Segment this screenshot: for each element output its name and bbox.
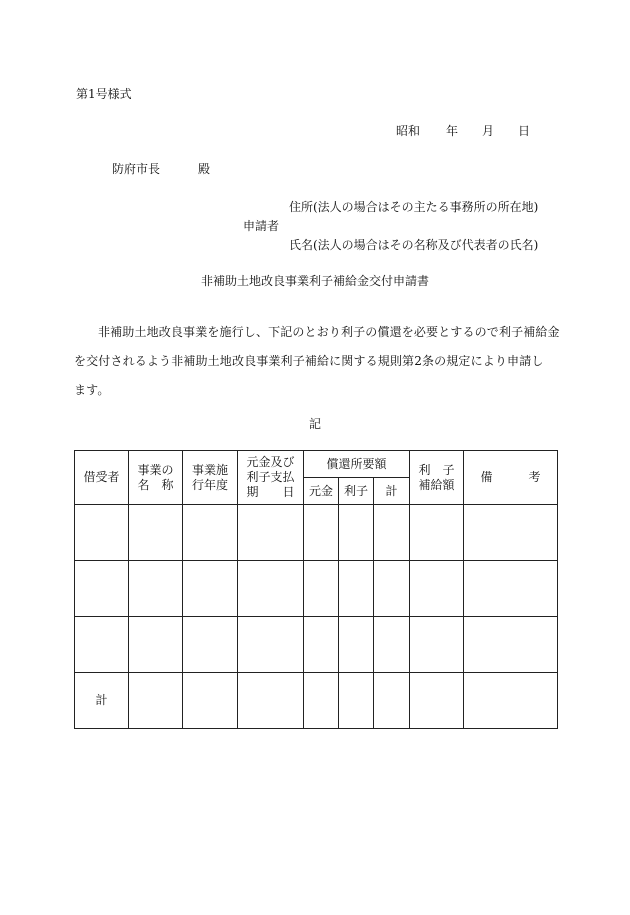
table-row bbox=[75, 617, 558, 673]
cell-remarks[interactable] bbox=[464, 561, 558, 617]
table-row bbox=[75, 561, 558, 617]
header-remarks: 備 考 bbox=[464, 451, 558, 505]
cell-project-name[interactable] bbox=[129, 617, 183, 673]
cell-project-name[interactable] bbox=[129, 505, 183, 561]
addressee-name: 防府市長 bbox=[112, 162, 161, 176]
document-title: 非補助土地改良事業利子補給金交付申請書 bbox=[200, 274, 429, 288]
total-principal[interactable] bbox=[304, 673, 339, 729]
cell-subsidy[interactable] bbox=[410, 505, 464, 561]
total-interest[interactable] bbox=[339, 673, 374, 729]
cell-borrower[interactable] bbox=[75, 617, 129, 673]
header-sum: 計 bbox=[374, 478, 410, 505]
header-row-1 bbox=[75, 451, 558, 478]
cell-sum[interactable] bbox=[374, 617, 410, 673]
header-fiscal-year: 事業施 行年度 bbox=[183, 451, 238, 505]
cell-sum[interactable] bbox=[374, 561, 410, 617]
subsidy-table bbox=[74, 450, 558, 729]
total-project-name[interactable] bbox=[129, 673, 183, 729]
form-number: 第1号様式 bbox=[76, 87, 132, 101]
cell-borrower[interactable] bbox=[75, 505, 129, 561]
cell-remarks[interactable] bbox=[464, 505, 558, 561]
cell-principal[interactable] bbox=[304, 505, 339, 561]
cell-subsidy[interactable] bbox=[410, 561, 464, 617]
cell-borrower[interactable] bbox=[75, 561, 129, 617]
total-remarks[interactable] bbox=[464, 673, 558, 729]
header-interest-subsidy: 利 子 補給額 bbox=[410, 451, 464, 505]
applicant-address-label: 住所(法人の場合はその主たる事務所の所在地) bbox=[289, 200, 539, 214]
date-line bbox=[396, 122, 530, 139]
total-payment-date[interactable] bbox=[238, 673, 304, 729]
cell-subsidy[interactable] bbox=[410, 617, 464, 673]
date-month: 月 bbox=[482, 124, 495, 138]
total-label: 計 bbox=[75, 673, 129, 729]
header-payment-date: 元金及び 利子支払 期 日 bbox=[238, 451, 304, 505]
cell-payment-date[interactable] bbox=[238, 505, 304, 561]
addressee-honorific: 殿 bbox=[198, 162, 211, 176]
cell-sum[interactable] bbox=[374, 505, 410, 561]
cell-interest[interactable] bbox=[339, 505, 374, 561]
cell-remarks[interactable] bbox=[464, 617, 558, 673]
body-paragraph bbox=[74, 318, 560, 405]
applicant-name-label: 氏名(法人の場合はその名称及び代表者の氏名) bbox=[289, 238, 539, 252]
header-repayment-group: 償還所要額 bbox=[304, 451, 410, 478]
header-interest: 利子 bbox=[339, 478, 374, 505]
table-row bbox=[75, 505, 558, 561]
cell-interest[interactable] bbox=[339, 561, 374, 617]
date-year: 年 bbox=[446, 124, 459, 138]
cell-project-name[interactable] bbox=[129, 561, 183, 617]
date-day: 日 bbox=[518, 124, 531, 138]
date-era: 昭和 bbox=[396, 124, 421, 138]
cell-payment-date[interactable] bbox=[238, 617, 304, 673]
header-project-name: 事業の 名 称 bbox=[129, 451, 183, 505]
applicant-label: 申請者 bbox=[243, 219, 280, 233]
cell-fiscal-year[interactable] bbox=[183, 561, 238, 617]
ki-heading: 記 bbox=[308, 417, 321, 431]
total-sum[interactable] bbox=[374, 673, 410, 729]
cell-principal[interactable] bbox=[304, 617, 339, 673]
total-subsidy[interactable] bbox=[410, 673, 464, 729]
cell-payment-date[interactable] bbox=[238, 561, 304, 617]
cell-fiscal-year[interactable] bbox=[183, 617, 238, 673]
addressee bbox=[112, 160, 210, 177]
header-principal: 元金 bbox=[304, 478, 339, 505]
total-row bbox=[75, 673, 558, 729]
header-borrower: 借受者 bbox=[75, 451, 129, 505]
body-line-2: を交付されるよう非補助土地改良事業利子補給に関する規則第2条の規定により申請し bbox=[74, 354, 544, 368]
total-fiscal-year[interactable] bbox=[183, 673, 238, 729]
body-line-1: 非補助土地改良事業を施行し、下記のとおり利子の償還を必要とするので利子補給金 bbox=[98, 325, 560, 339]
cell-interest[interactable] bbox=[339, 617, 374, 673]
cell-principal[interactable] bbox=[304, 561, 339, 617]
cell-fiscal-year[interactable] bbox=[183, 505, 238, 561]
body-line-3: ます。 bbox=[74, 383, 110, 397]
